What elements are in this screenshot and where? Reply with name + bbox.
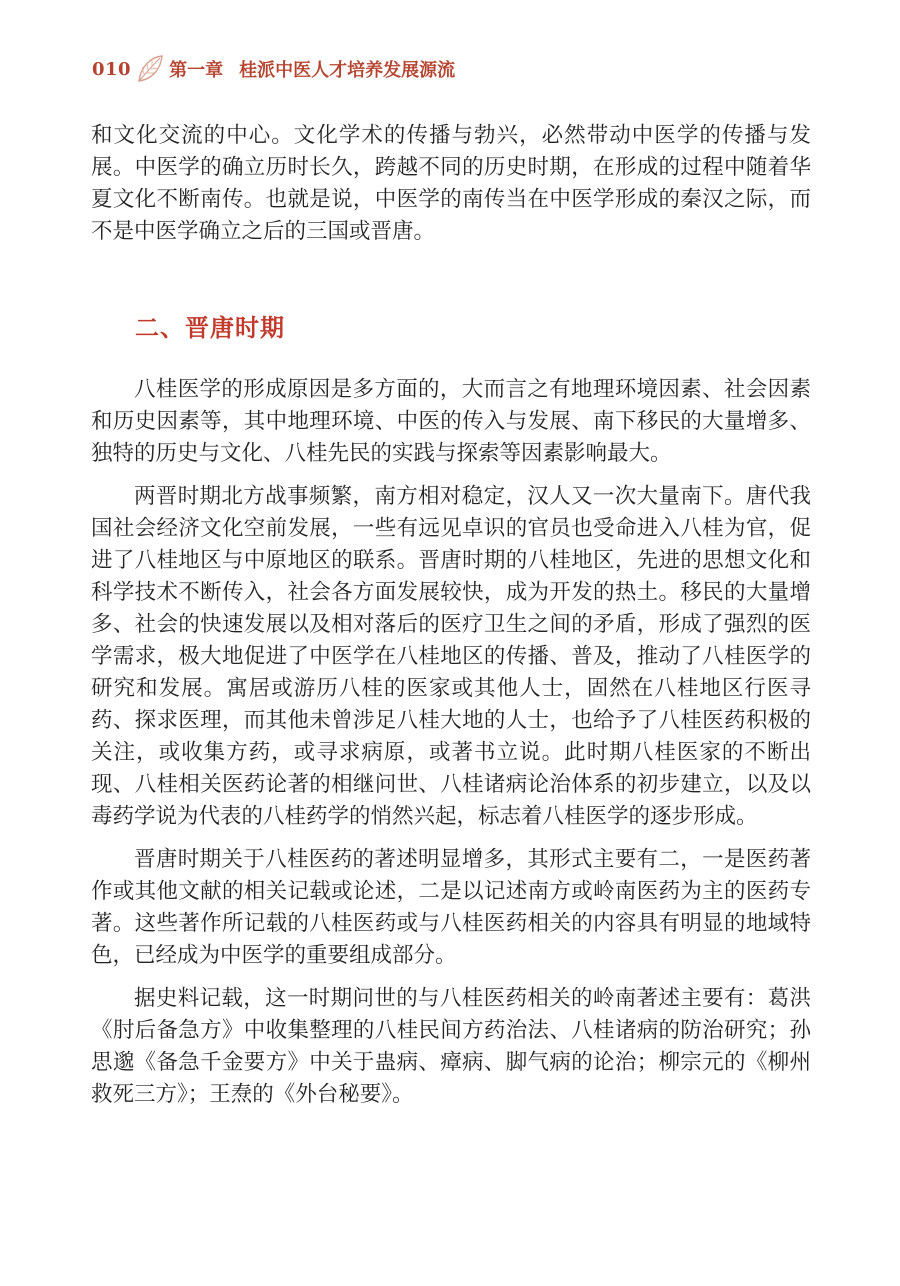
section-heading: 二、晋唐时期	[135, 313, 285, 342]
paragraph-2: 两晋时期北方战事频繁，南方相对稳定，汉人又一次大量南下。唐代我国社会经济文化空前发展，一些有远见卓识的官员也受命进入八桂为官，促进了八桂地区与中原地区的联系。晋唐时期的八桂地区，先进的思想文化和科学技术不断传入，社会各方面发展较快，成为开发的热土。移民的大量增多、社会的快速发展以及相对落后的医疗卫生之间的矛盾，形成了强烈的医学需求，极大地促进了中医学在八桂地区的传播、普及，推动了八桂医学的研究和发展。寓居或游历八桂的医家或其他人士，固然在八桂地区行医寻药、探求医理，而其他未曾涉足八桂大地的人士，也给予了八桂医药积极的关注，或收集方药，或寻求病原，或著书立说。此时期八桂医家的不断出现、八桂相关医药论著的相继问世、八桂诸病论治体系的初步建立，以及以毒药学说为代表的八桂药学的悄然兴起，标志着八桂医学的逐步形成。	[91, 484, 811, 829]
paragraph-4: 据史料记载，这一时期问世的与八桂医药相关的岭南著述主要有：葛洪《肘后备急方》中收集整理的八桂民间方药治法、八桂诸病的防治研究；孙思邈《备急千金要方》中关于蛊病、瘴病、脚气病的论治；柳宗元的《柳州救死三方》；王焘的《外台秘要》。	[91, 986, 811, 1107]
paragraph-3: 晋唐时期关于八桂医药的著述明显增多，其形式主要有二，一是医药著作或其他文献的相关记载或论述，二是以记述南方或岭南医药为主的医药专著。这些著作所记载的八桂医药或与八桂医药相关的内容具有明显的地域特色，已经成为中医学的重要组成部分。	[91, 847, 811, 968]
page-number: 010	[92, 58, 132, 80]
leaf-icon	[133, 52, 167, 86]
chapter-label: 第一章	[169, 60, 224, 81]
chapter-title: 桂派中医人才培养发展源流	[239, 60, 456, 81]
section-body	[91, 374, 811, 1111]
running-header	[92, 52, 455, 86]
intro-text-block	[91, 120, 811, 248]
intro-paragraph: 和文化交流的中心。文化学术的传播与勃兴，必然带动中医学的传播与发展。中医学的确立历时长久，跨越不同的历史时期，在形成的过程中随着华夏文化不断南传。也就是说，中医学的南传当在中医学形成的秦汉之际，而不是中医学确立之后的三国或晋唐。	[91, 123, 811, 244]
paragraph-1: 八桂医学的形成原因是多方面的，大而言之有地理环境因素、社会因素和历史因素等，其中地理环境、中医的传入与发展、南下移民的大量增多、独特的历史与文化、八桂先民的实践与探索等因素影响最大。	[91, 377, 811, 466]
